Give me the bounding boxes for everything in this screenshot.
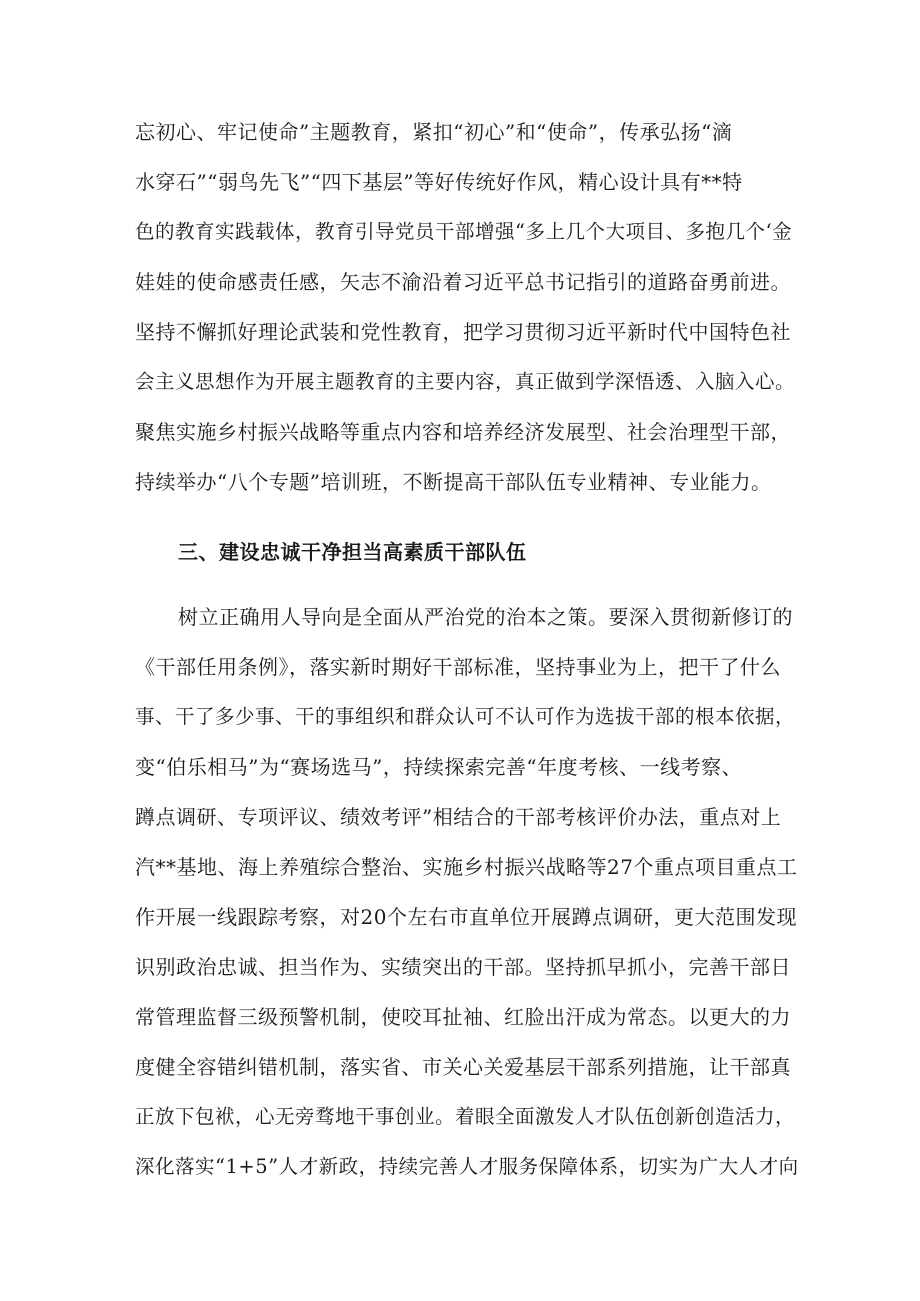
paragraph-line: 树立正确用人导向是全面从严治党的治本之策。要深入贯彻新修订的 — [178, 605, 793, 629]
paragraph-line: 正放下包袱，心无旁骛地干事创业。着眼全面激发人才队伍创新创造活力， — [135, 1105, 796, 1128]
paragraph-line: 会主义思想作为开展主题教育的主要内容，真正做到学深悟透、入脑入心。 — [135, 370, 796, 393]
section-heading: 三、建设忠诚干净担当高素质干部队伍 — [178, 540, 527, 564]
paragraph-line: 坚持不懈抓好理论武装和党性教育，把学习贯彻习近平新时代中国特色社 — [135, 320, 791, 344]
paragraph-line: 蹲点调研、专项评议、绩效考评”相结合的干部考核评价办法，重点对上 — [135, 805, 782, 829]
paragraph-line: 识别政治忠诚、担当作为、实绩突出的干部。坚持抓早抓小，完善干部日 — [135, 955, 791, 979]
paragraph-line: 汽**基地、海上养殖综合整治、实施乡村振兴战略等27个重点项目重点工 — [135, 855, 798, 879]
paragraph-line: 作开展一线跟踪考察，对20个左右市直单位开展蹲点调研，更大范围发现 — [135, 905, 797, 929]
paragraph-line: 度健全容错纠错机制，落实省、市关心关爱基层干部系列措施，让干部真 — [135, 1055, 791, 1079]
paragraph-line: 水穿石”“弱鸟先飞”“四下基层”等好传统好作风，精心设计具有**特 — [135, 170, 743, 194]
paragraph-line: 聚焦实施乡村振兴战略等重点内容和培养经济发展型、社会治理型干部， — [135, 420, 791, 444]
paragraph-line: 《干部任用条例》，落实新时期好干部标准，坚持事业为上，把干了什么 — [135, 655, 781, 679]
paragraph-line: 变“伯乐相马”为“赛场选马”，持续探索完善“年度考核、一线考察、 — [135, 755, 743, 779]
paragraph-line: 娃娃的使命感责任感，矢志不渝沿着习近平总书记指引的道路奋勇前进。 — [135, 270, 791, 294]
paragraph-line: 常管理监督三级预警机制，使咬耳扯袖、红脸出汗成为常态。以更大的力 — [135, 1005, 791, 1029]
paragraph-line: 色的教育实践载体，教育引导党员干部增强“多上几个大项目、多抱几个‘金 — [135, 220, 793, 243]
paragraph-line: 持续举办“八个专题”培训班，不断提高干部队伍专业精神、专业能力。 — [135, 470, 772, 494]
paragraph-line: 忘初心、牢记使命”主题教育，紧扣“初心”和“使命”，传承弘扬“滴 — [135, 120, 733, 144]
paragraph-line: 深化落实“1+5”人才新政，持续完善人才服务保障体系，切实为广大人才向 — [135, 1155, 799, 1178]
paragraph-line: 事、干了多少事、干的事组织和群众认可不认可作为选拔干部的根本依据， — [135, 705, 796, 728]
